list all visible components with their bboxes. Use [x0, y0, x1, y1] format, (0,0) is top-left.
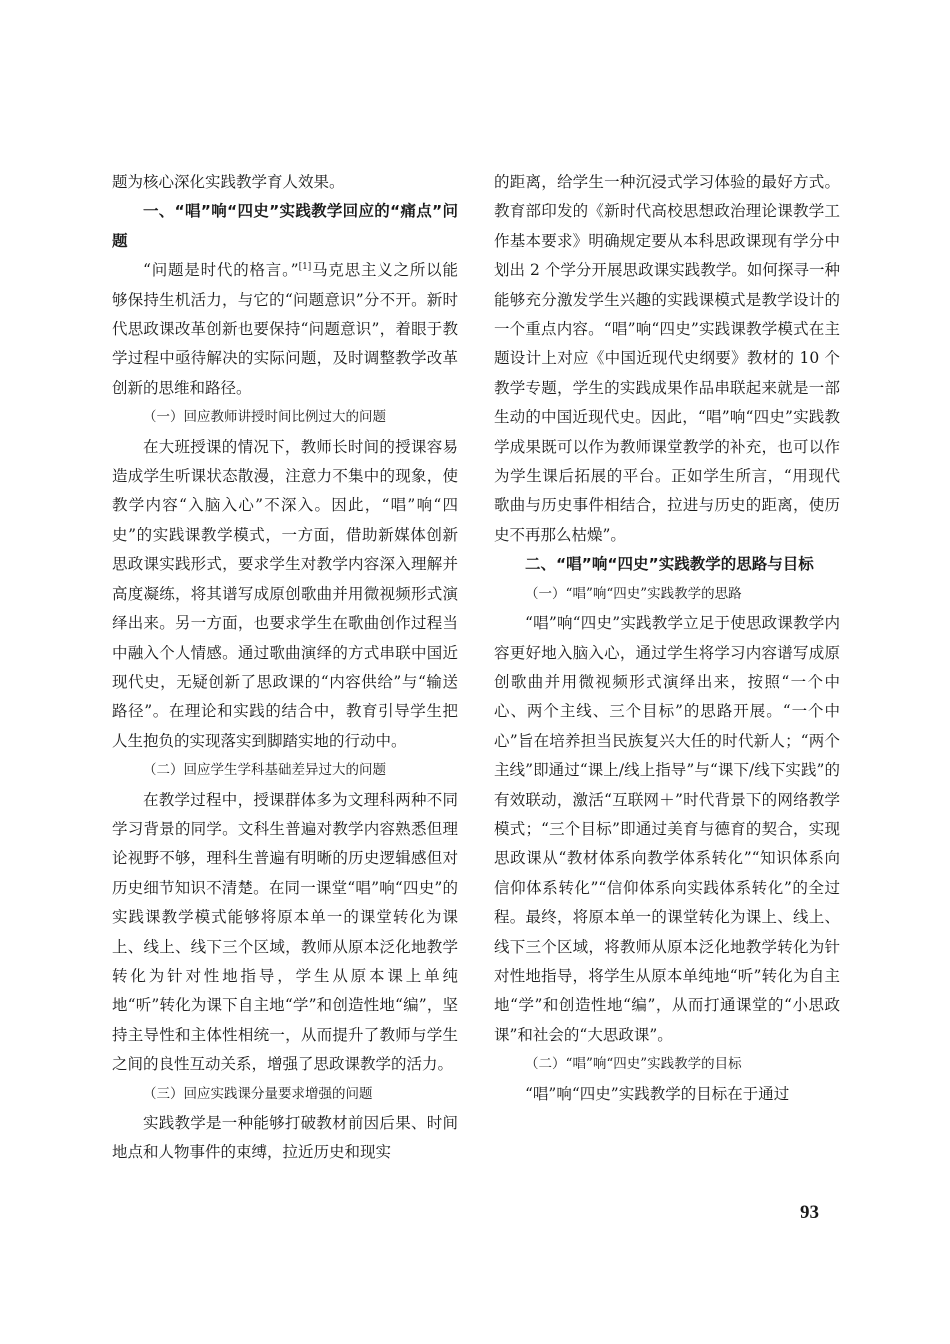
left-column: [112, 168, 458, 1168]
sub2-2-heading: （二）“唱”响“四史”实践教学的目标: [525, 1056, 742, 1073]
sub3-paragraph: 实践教学是一种能够打破教材前因后果、时间地点和人物事件的束缚，拉近历史和现实: [112, 1114, 458, 1162]
sub2-heading: （二）回应学生学科基础差异过大的问题: [143, 762, 387, 779]
sub3-heading: （三）回应实践课分量要求增强的问题: [143, 1085, 373, 1102]
section1-quote: “问题是时代的格言。”: [143, 261, 299, 280]
sub1-heading: （一）回应教师讲授时间比例过大的问题: [143, 409, 387, 426]
sub2-2-paragraph: “唱”响“四史”实践教学的目标在于通过: [525, 1084, 790, 1103]
section2-heading: 二、“唱”响“四史”实践教学的思路与目标: [525, 555, 814, 574]
section1-text: 马克思主义之所以能够保持生机活力，与它的“问题意识”分不开。新时代思政课改革创新也要保持“问题意识”，着眼于教学过程中亟待解决的实际问题，及时调整教学改革创新的思维和路径。: [112, 261, 458, 397]
section1-paragraph: [112, 256, 458, 403]
sub2-1-heading: （一）“唱”响“四史”实践教学的思路: [525, 585, 742, 602]
right-column: [494, 168, 840, 1109]
sub2-paragraph: 在教学过程中，授课群体多为文理科两种不同学习背景的同学。文科生普遍对教学内容熟悉但理论视野不够，理科生普遍有明晰的历史逻辑感但对历史细节知识不清楚。在同一课堂“唱”响“四史”的实践课教学模式能够将原本单一的课堂转化为课上、线上、线下三个区域，教师从原本泛化地教学转化为针对性地指导，学生从原本课上单纯地“听”转化为课下自主地“学”和创造性地“编”，坚持主导性和主体性相统一，从而提升了教师与学生之间的良性互动关系，增强了思政课教学的活力。: [112, 790, 458, 1074]
sub2-1-paragraph: “唱”响“四史”实践教学立足于使思政课教学内容更好地入脑入心，通过学生将学习内容谱写成原创歌曲并用微视频形式演绎出来，按照“一个中心、两个主线、三个目标”的思路开展。“一个中心”旨在培养担当民族复兴大任的时代新人；“两个主线”即通过“课上/线上指导”与“课下/线下实践”的有效联动，激活“互联网＋”时代背景下的网络教学模式；“三个目标”即通过美育与德育的契合，实现思政课从“教材体系向教学体系转化”“知识体系向信仰体系转化”“信仰体系向实践体系转化”的全过程。最终，将原本单一的课堂转化为课上、线上、线下三个区域，将教师从原本泛化地教学转化为针对性地指导，将学生从原本单纯地“听”转化为自主地“学”和创造性地“编”，从而打通课堂的“小思政课”和社会的“大思政课”。: [494, 614, 840, 1044]
intro-tail-paragraph: 题为核心深化实践教学育人效果。: [112, 173, 345, 191]
sub1-paragraph: 在大班授课的情况下，教师长时间的授课容易造成学生听课状态散漫，注意力不集中的现象，使教学内容“入脑入心”不深入。因此，“唱”响“四史”的实践课教学模式，一方面，借助新媒体创新思政课实践形式，要求学生对教学内容深入理解并高度凝练，将其谱写成原创歌曲并用微视频形式演绎出来。另一方面，也要求学生在歌曲创作过程当中融入个人情感。通过歌曲演绎的方式串联中国近现代史，无疑创新了思政课的“内容供给”与“输送路径”。在理论和实践的结合中，教育引导学生把人生抱负的实现落实到脚踏实地的行动中。: [112, 437, 458, 750]
citation-ref[interactable]: [1]: [298, 262, 312, 273]
sub3-continued-paragraph: 的距离，给学生一种沉浸式学习体验的最好方式。教育部印发的《新时代高校思想政治理论课教学工作基本要求》明确规定要从本科思政课现有学分中划出 2 个学分开展思政课实践教学。如何探寻一种能够充分激发学生兴趣的实践课模式是教学设计的一个重点内容。“唱”响“四史”实践课教学模式在主题设计上对应《中国近现代史纲要》教材的 10 个教学专题，学生的实践成果作品串联起来就是一部生动的中国近现代史。因此，“唱”响“四史”实践教学成果既可以作为教师课堂教学的补充，也可以作为学生课后拓展的平台。正如学生所言，“用现代歌曲与历史事件相结合，拉进与历史的距离，使历史不再那么枯燥”。: [494, 173, 840, 544]
section1-heading: 一、“唱”响“四史”实践教学回应的“痛点”问题: [112, 202, 458, 250]
page-number: 93: [800, 1202, 819, 1223]
